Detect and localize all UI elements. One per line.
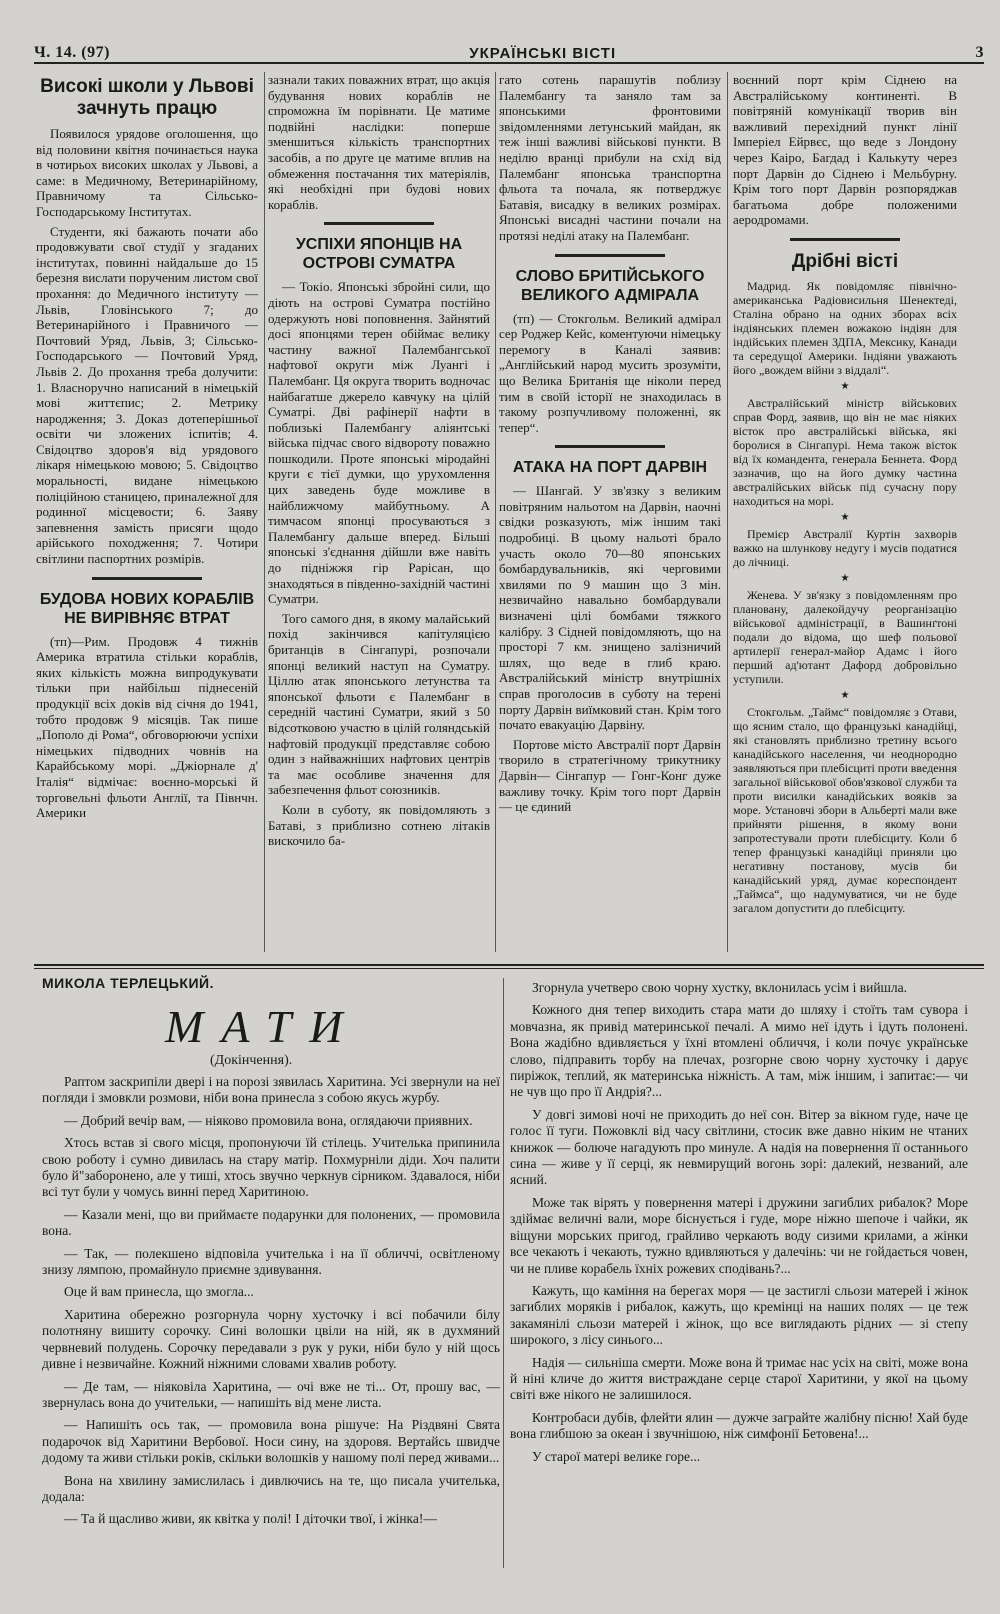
story-paragraph: — Так, — полекшено відповіла учителька і на її обличчі, освітленому знизу лямпою, промайнуло приємне здивування. (42, 1245, 500, 1278)
story-paragraph: Оце й вам принесла, що змогла... (64, 1284, 254, 1300)
section-title-brief-news: Дрібні вісті (791, 250, 899, 272)
story-paragraph: Вона на хвилину замислилась і дивлючись на те, що писала учителька, додала: (42, 1472, 500, 1504)
article-paragraph: (тп)—Рим. Продовж 4 тижнів Америка втратила стільки кораблів, яких кількість можна випродукувати тільки при найбільш піднесеній продукції всіх доків від січня до 1941, тобто продовж 9 місяців. Так пише „Пополо ді Рома“, обговорюючи успіхи німецьких підводних човнів на Карайбському морі. „Джіорнале д' Італія“ відмічає: воєнно-морські й торговельні фльоти Англії, та Півнчн. Америки (36, 633, 258, 821)
story-paragraph: Кажуть, що каміння на берегах моря — це застиглі сльози матерей і жінок загиблих моряків і рибалок, кажуть, що кремінці на наших полях — це теж закамянілі сльози матерей і жінок, що все виглядають рідних — зі степу широкого, з лісу синього... (510, 1282, 968, 1348)
brief-news-list (733, 279, 957, 915)
brief-news-item: Стокгольм. „Таймс“ повідомляє з Отави, що ясним стало, що французькі канадійці, які становлять приблизно третину всього канадійського населення, чи неоднородно заявляються при плебісциті проти введення загальної військової обов'язкової служби та проти висилки канадійських вояків за море. Установчі збори в Альберті мали вже прийняти рішення, в якому вони запротестували проти плебісциту. Коли б тепер французькі канадійці приняли цю негативну постанову, мусів би канадійський уряд, думає кореспондент „Таймса“, що надумуватися, чи не буде загалом допустити до плебісциту. (733, 704, 957, 915)
article-paragraph: Появилося урядове оголошення, що від половини квітня починається наука в чотирьох високих школах у Львові, а саме: в Медичному, Ветеринарійному, Правничому та Сільсько-Господарському Інститутах. (36, 126, 258, 219)
section-rule (92, 577, 202, 580)
section-rule (324, 222, 434, 225)
star-divider-icon: ★ (840, 380, 850, 392)
column-3 (499, 72, 721, 819)
newspaper-title: УКРАЇНСЬКІ ВІСТІ (469, 45, 617, 62)
brief-news-item: Женева. У зв'язку з повідомленням про плановану, далекойдучу реорганізацію військової адміністрації, в Вашинґтоні подали до відома, що шеф польової артилерії генерал-майор Адамс і його перший ад'ютант Дафорд добровільно уступили. (733, 587, 957, 686)
star-divider-icon: ★ (840, 572, 850, 584)
masthead (34, 38, 984, 64)
story-paragraph: У довгі зимові ночі не приходить до неї сон. Вітер за вікном гуде, наче це голос її туги. Пожовклі від часу світлини, стосик вже давно ніким не чтаних книжок — болюче нагадують про минуле. А надія на повернення її останнього сина — живе у її серці, як невмирущий вогонь зорі: далекий, незваний, але ясний. (510, 1106, 968, 1188)
story-paragraph: — Де там, — ніяковіла Харитина, — очі вже не ті... От, прошу вас, — звернулась вона до учительки, — напишіть від мене листа. (42, 1378, 500, 1410)
story-paragraph: У старої матері велике горе... (532, 1448, 701, 1464)
column-divider (727, 72, 728, 952)
article-paragraph: — Шангай. У зв'язку з великим повітряним нальотом на Дарвін, наочні свідки розказують, між іншим такі подробиці. В цьому нальоті брало участь около 70—80 японських бомбардувальників, які черговими хвилями по 9 машин що 3 мін. незвичайно навально бомбардували визначені цілі бомбами тяжкого калібру. З Сідней повідомляють, що на просторі 7 км. знищено залізничий шлях, що веде в глиб краю. Австралійський міністр внутрішніх справ проголосив в суботу на терені порту Дарвін виїмковий стан. Крім того почато евакуацію Дарвіну. (499, 483, 721, 733)
article-paragraph: Портове місто Австралії порт Дарвін творило в стратегічному трикутнику Дарвін— Сінгапур — Гонг-Конг дуже важливу точку. Крім того порт Дарвін — це єдиний (499, 736, 721, 815)
story-paragraph: Згорнула учетверо свою чорну хустку, вклонилась усім і вийшла. (532, 980, 908, 995)
story-paragraph: — Та й щасливо живи, як квітка у полі! І діточки твої, і жінка!— (64, 1511, 437, 1527)
section-divider (34, 968, 984, 969)
story-paragraph: Раптом заскрипіли двері і на порозі зявилась Харитина. Усі звернули на неї погляди і змовкли розмови, ніби вона принесла з собою якусь журбу. (42, 1074, 500, 1106)
article-paragraph: Студенти, які бажають почати або продовжувати свої студії у згаданих інститутах, повинні найдальше до 15 березня вислати порученим листом свої прохання: до Медичного інституту — Львів, Гловінського 7; до Ветеринарійного і Правничого — Почтовий Уряд, Львів, 3; Сільсько-Господарського — Почтовий Уряд, Львів 2. До прохання треба долучити: 1. Власноручно написаний в німецькій мові життєпис; 2. Метрику народження; 3. Доказ дотеперішньої освіти чи зложених іспитів; 4. Свідоцтво здоров'я від урядового лікаря німецькою мовою; 5. Свідоцтво моральності, видане німецькою поліційною станицею, приналежної для родинної місцевости; 6. Заяву запевнення замість присяги щодо арійського походження; 7. Чотири світлини паспортних розмірів. (36, 223, 258, 567)
brief-news-item: Мадрид. Як повідомляє північно-американська Радіовисильня Шенектеді, Сталіна обрано на одних зборах всіх індіянських племен вожакою індіян для індійських племен ЗДПА, Мексику, Канади та середущої Америки. Індіяни уважають його „вождем війни з віддалі“. (733, 278, 957, 377)
article-title-lviv-schools: Високі школи у Львові зачнуть працю (40, 76, 254, 119)
column-1 (36, 72, 258, 825)
story-paragraph: Контробаси дубів, флейти ялин — дужче заграйте жалібну пісню! Хай буде вона глибшою за океан і звучнішою, ніж симфонії Бетовена!... (510, 1409, 968, 1442)
section-rule (790, 238, 900, 241)
story-paragraph: Кожного дня тепер виходить стара мати до шляху і стоїть там сувора і мовчазна, як привід материнської печалі. А мимо неї ідуть і ідуть полонені. Вона жадібно вдивляється у їхні втомлені обличчя, і коли почує українське слово, підправить торбу на плечах, розгорне свою чорну хусточку і дарує пиріжок, теплий, як материнська ніжність. А там, між іншим, і запитає:— чи не чув що про її Андрія?... (510, 1002, 968, 1100)
story-paragraph: — Напишіть ось так, — промовила вона рішуче: На Різдвяні Свята подарочок від Харитини Вербової. Носи сину, на здоровя. Вертайсь швидче додому та живи стільки років, скільки волошків у нашому полі перед живами... (42, 1417, 500, 1466)
article-paragraph: воєнний порт крім Сіднею на Австралійському континенті. В повітряній комунікації творив він важливий перехідний пункт лінії Імперіел Ейрвєс, що веде з Лондону через Каіро, Багдад і Калькуту через порт Дарвін до Сіднею і Мельбурну. Крім того порт Дарвін розпоряджав багатьома добре положеними аеродромами. (733, 72, 957, 228)
article-title-ships: БУДОВА НОВИХ КОРАБЛІВ НЕ ВИРІВНЯЄ ВТРАТ (39, 590, 255, 627)
article-title-darwin: АТАКА НА ПОРТ ДАРВІН (512, 459, 708, 477)
article-paragraph: Того самого дня, в якому малайський похід закінчився капітуляцією британців в Сінгапурі, розпочали японці великий наступ на Суматру. Ціллю атак японського летунства та японської фльоти є Палембанг в середній частині Суматри, який з 50 відсотковою участю в цілій голяндській нафтовій продукції представляє собою один з найважніших нафтових центрів та має особливе значення для забезпечення фльот союзників. (268, 610, 490, 798)
story-paragraph: — Казали мені, що ви приймаєте подарунки для полонених, — промовила вона. (42, 1206, 500, 1239)
column-divider (264, 72, 265, 952)
article-paragraph: Коли в суботу, як повідомляють з Батаві, з приблизно сотнею літаків вискочило ба- (268, 801, 490, 849)
story-paragraph: Може так вірять у повернення матері і дружини загиблих рибалок? Море здіймає величні вали, море біснується і гуде, море ніжно шепоче і чайки, як віщуни морських пригод, грайливо черкають воду сизими крилами, а жінки все чекають і чекають, тужно вдивляються у далечінь: чи не гойдається човен, чи не пливе корабель їхніх рожевих сподівань?... (510, 1194, 968, 1276)
column-4 (733, 72, 957, 918)
page-number: 3 (975, 44, 984, 61)
article-paragraph: зазнали таких поважних втрат, що акція будування нових кораблів не спроможна їм порівнати. Це матиме подвійні наслідки: поперше зменшиться кількість транспортних засобів, а по друге це матиме вплив на обмеження постачання тих матеріялів, які необхідні при будові нових кораблів. (268, 72, 490, 212)
article-title-admiral: СЛОВО БРИТІЙСЬКОГО ВЕЛИКОГО АДМІРАЛА (515, 267, 705, 304)
brief-news-item: Австралійський міністр військових справ Форд, заявив, що він не має ніяких вісток про австралійські війська, які боролися в Сінгапурі. Нема також вісток від їх командента, генерала Беннета. Форд зазначив, що на його думку частина австралійських військ під сучасну пору находиться на морі. (733, 395, 957, 508)
story-subtitle: (Докінчення). (210, 1053, 293, 1068)
article-paragraph: — Токіо. Японські збройні сили, що діють на острові Суматра постійно одержують нові поповнення. Зайнятий досі японцями терен обіймає велику частину важної Палембангської нафтової округи між Луангі і Палембанг. Ця округа творить водночас найбагатше джерело кавчуку на цілій Суматрі. Дві рафінерії нафти в поблизькі Палембангу аліянтські війська підчас свого відвороту поважно пошкодили. Проте японські міродайні круги є тієї думки, що уруxомлення цих заведень буде можливе в найближчому майбутньому. А тимчасом японці просуваються з Палембангу дальше вперед. Більші японські з'єднання дійшли вже навіть до підніжжя гір Рарісан, що знаходяться в південно-західній частині Суматри. (268, 279, 490, 607)
story-paragraph: Хтось встав зі свого місця, пропонуючи їй стілець. Учителька припинила свою роботу і сумно дивилась на стару матір. Похмурніли діди. Хоч палити було й"заборонено, але у тиші, хтось звучно черкнув сірником. Здавалося, ніби всі тут були у чомусь винні перед Харитиною. (42, 1135, 500, 1200)
issue-number: Ч. 14. (97) (34, 44, 110, 61)
column-divider (503, 978, 504, 1568)
story-paragraph: Надія — сильніша смерти. Може вона й тримає нас усіх на світі, може вона й ніні кличе до життя вистраждане серце старої Харитини, у якої на цьому світі вже нікого не залишилося. (510, 1354, 968, 1403)
brief-news-item: Премієр Австралії Куртін захворів важко на шлункову недугу і мусів податися до лічниці. (733, 526, 957, 569)
star-divider-icon: ★ (840, 689, 850, 701)
article-title-sumatra: УСПІХИ ЯПОНЦІВ НА ОСТРОВІ СУМАТРА (295, 236, 463, 273)
column-divider (495, 72, 496, 952)
article-paragraph: (тп) — Стокгольм. Великий адмірал сер Роджер Кейс, коментуючи німецьку перемогу в Каналі заявив: „Англійський народ мусить зрозуміти, що Велика Британія ще ніколи перед тим в своїй історії не знаходилась в такому розпучливому положенні, як тепер“. (499, 310, 721, 435)
story-left-column (42, 1074, 500, 1614)
column-2 (268, 72, 490, 853)
story-paragraph: — Добрий вечір вам, — ніяково промовила вона, оглядаючи приявних. (64, 1112, 473, 1128)
article-paragraph: гато сотень парашутів поблизу Палембангу та заняло там за японськими фронтовими звідомленнями летунський майдан, як теж інші важливі військові пункти. В неділю вранці прибули на схід від Палембанг японська транспортна фльота та почала, як потверджує Батавія, висадку в великих розмірах. Японські висадні частини почали на протязі неділі атаку на Палембанг. (499, 72, 721, 243)
story-title: МАТИ (165, 1001, 361, 1052)
story-paragraph: Харитина обережно розгорнула чорну хусточку і всі побачили білу полотняну вишиту сорочку. Сині волошки цвіли на ній, як в духмяний червневий полудень. Сорочку передавали з рук у руки, ніби було у ній щось дивне і незвичайне. Кожний ніжними словами хвалив роботу. (42, 1306, 500, 1372)
story-author: МИКОЛА ТЕРЛЕЦЬКИЙ. (42, 975, 214, 991)
section-divider (34, 964, 984, 966)
story-right-column (510, 980, 968, 1614)
section-rule (555, 254, 665, 257)
star-divider-icon: ★ (840, 511, 850, 523)
section-rule (555, 445, 665, 448)
